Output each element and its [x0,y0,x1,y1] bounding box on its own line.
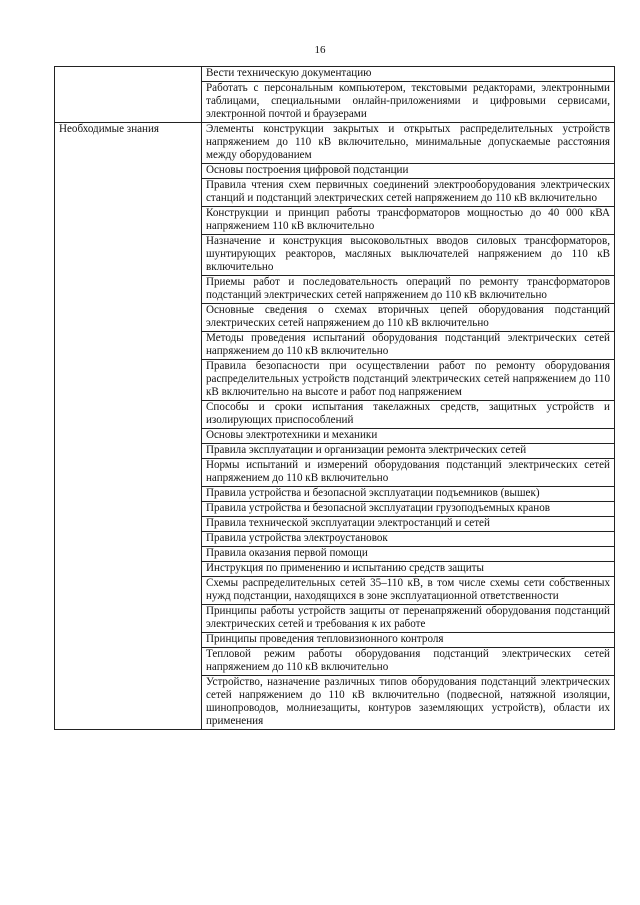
table-cell-text: Устройство, назначение различных типов оборудования подстанций электрических сетей напряжением до 110 кВ включительно (подвесной, натяжной изоляции, шинопроводов, молниезащиты, контуров заземляющих устройств), области их применения [202,676,615,730]
table-cell-text: Нормы испытаний и измерений оборудования подстанций электрических сетей напряжением до 110 кВ включительно [202,459,615,487]
table-cell-text: Приемы работ и последовательность операций по ремонту трансформаторов подстанций электрических сетей напряжением до 110 кВ включительно [202,276,615,304]
table-cell-text: Принципы работы устройств защиты от перенапряжений оборудования подстанций электрических сетей и требования к их работе [202,605,615,633]
table-cell-text: Конструкции и принцип работы трансформаторов мощностью до 40 000 кВА напряжением 110 кВ включительно [202,207,615,235]
requirements-table [54,66,615,730]
table-cell-text: Основы построения цифровой подстанции [202,164,615,179]
table-cell-text: Правила чтения схем первичных соединений электрооборудования электрических станций и подстанций электрических сетей напряжением до 110 кВ включительно [202,179,615,207]
table-cell-text: Основы электротехники и механики [202,429,615,444]
table-cell-text: Инструкция по применению и испытанию средств защиты [202,562,615,577]
table-cell-text: Работать с персональным компьютером, текстовыми редакторами, электронными таблицами, специальными онлайн-приложениями и цифровыми сервисами, электронной почтой и браузерами [202,82,615,123]
table-cell-text: Методы проведения испытаний оборудования подстанций электрических сетей напряжением до 110 кВ включительно [202,332,615,360]
table-cell-text: Вести техническую документацию [202,67,615,82]
page-number: 16 [314,44,326,56]
table-cell-text: Правила технической эксплуатации электростанций и сетей [202,517,615,532]
table-cell-empty-label [55,67,202,123]
table-row [55,123,615,164]
table-cell-text: Правила оказания первой помощи [202,547,615,562]
section-label: Необходимые знания [55,123,202,730]
table-body [55,67,615,730]
table-cell-text: Тепловой режим работы оборудования подстанций электрических сетей напряжением до 110 кВ включительно [202,648,615,676]
table-cell-text: Правила эксплуатации и организации ремонта электрических сетей [202,444,615,459]
table-cell-text: Способы и сроки испытания такелажных средств, защитных устройств и изолирующих приспособлений [202,401,615,429]
table-cell-text: Назначение и конструкция высоковольтных вводов силовых трансформаторов, шунтирующих реакторов, масляных выключателей напряжением до 110 кВ включительно [202,235,615,276]
table-cell-text: Схемы распределительных сетей 35–110 кВ, в том числе схемы сети собственных нужд подстанции, находящихся в зоне эксплуатационной ответственности [202,577,615,605]
table-cell-text: Принципы проведения тепловизионного контроля [202,633,615,648]
table-row [55,67,615,82]
table-cell-text: Основные сведения о схемах вторичных цепей оборудования подстанций электрических сетей напряжением до 110 кВ включительно [202,304,615,332]
table-cell-text: Правила устройства и безопасной эксплуатации грузоподъемных кранов [202,502,615,517]
table-cell-text: Элементы конструкции закрытых и открытых распределительных устройств напряжением до 110 кВ включительно, минимальные допускаемые расстояния между оборудованием [202,123,615,164]
table-cell-text: Правила безопасности при осуществлении работ по ремонту оборудования распределительных устройств подстанций электрических сетей напряжением до 110 кВ включительно на высоте и работ под напряжением [202,360,615,401]
table-cell-text: Правила устройства электроустановок [202,532,615,547]
table-cell-text: Правила устройства и безопасной эксплуатации подъемников (вышек) [202,487,615,502]
